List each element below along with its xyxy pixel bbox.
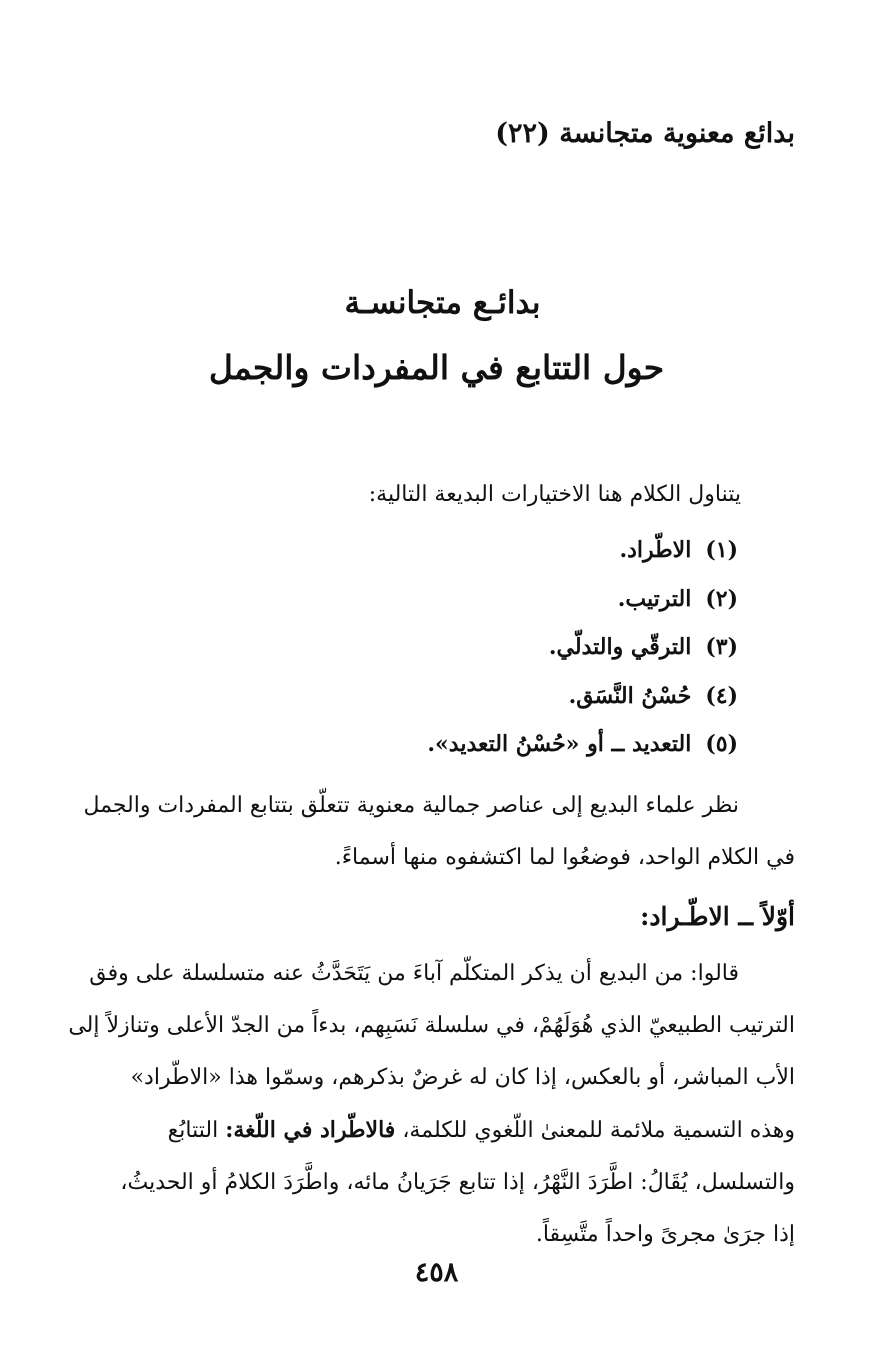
topic-number: (٤) <box>705 682 738 709</box>
topic-label: التعديد ــ أو «حُسْنُ التعديد». <box>427 731 692 757</box>
topic-number: (٣) <box>705 634 738 660</box>
topic-number: (١) <box>705 537 738 563</box>
paragraph-line: قالوا: من البديع أن يذكر المتكلّم آباءَ من يَتَحَدَّثُ عنه متسلسلة على وفق <box>89 961 739 986</box>
topic-item <box>427 676 738 725</box>
topic-label: الترقّي والتدلّي. <box>548 634 692 660</box>
section-heading: أوّلاً ــ الاطّـراد: <box>640 902 795 931</box>
topic-item <box>427 530 738 579</box>
intro-text: يتناول الكلام هنا الاختيارات البديعة التالية: <box>368 482 741 507</box>
paragraph-line: في الكلام الواحد، فوضعُوا لما اكتشفوه منها أسماءً. <box>334 845 795 870</box>
topic-label: حُسْنُ النَّسَق. <box>568 682 692 709</box>
paragraph-line: الترتيب الطبيعيّ الذي هُوَلَهُمْ، في سلسلة نَسَبِهم، بدءاً من الجدّ الأعلى وتنازلاً إلى <box>68 1013 795 1038</box>
topic-item <box>427 627 738 676</box>
paragraph-introduction <box>44 780 795 884</box>
paragraph-ittirad <box>44 948 795 1261</box>
paragraph-segment: وهذه التسمية ملائمة للمعنىٰ اللّغوي للكلمة، <box>402 1118 795 1143</box>
paragraph-line: إذا جرَىٰ مجرىً واحداً متَّسِقاً. <box>535 1222 795 1247</box>
paragraph-line <box>44 1104 795 1157</box>
paragraph-line: الأب المباشر، أو بالعكس، إذا كان له غرضٌ بذكرهم، وسمّوا هذا «الاطّراد» <box>130 1065 795 1090</box>
topic-number: (٥) <box>705 731 738 757</box>
topic-label: الترتيب. <box>617 585 692 612</box>
running-header: بدائع معنوية متجانسة (٢٢) <box>495 118 795 149</box>
page-number: ٤٥٨ <box>414 1257 459 1288</box>
topic-number: (٢) <box>705 585 738 612</box>
topic-list <box>427 530 738 773</box>
paragraph-segment: التتابُع <box>167 1118 219 1143</box>
chapter-title-line-2: حول التتابع في المفردات والجمل <box>208 348 665 387</box>
topic-item <box>427 724 738 773</box>
paragraph-line: نظر علماء البديع إلى عناصر جمالية معنوية تتعلّق بتتابع المفردات والجمل <box>83 793 739 818</box>
paragraph-line: والتسلسل، يُقَالُ: اطَّرَدَ النَّهْرُ، إذا تتابع جَرَيانُ مائه، واطَّرَدَ الكلامُ أو الحديثُ، <box>120 1170 795 1195</box>
topic-label: الاطّراد. <box>619 537 692 563</box>
chapter-title-line-1: بدائـع متجانسـة <box>344 285 541 321</box>
definition-term: فالاطّراد في اللّغة: <box>225 1117 396 1143</box>
topic-item <box>427 579 738 628</box>
